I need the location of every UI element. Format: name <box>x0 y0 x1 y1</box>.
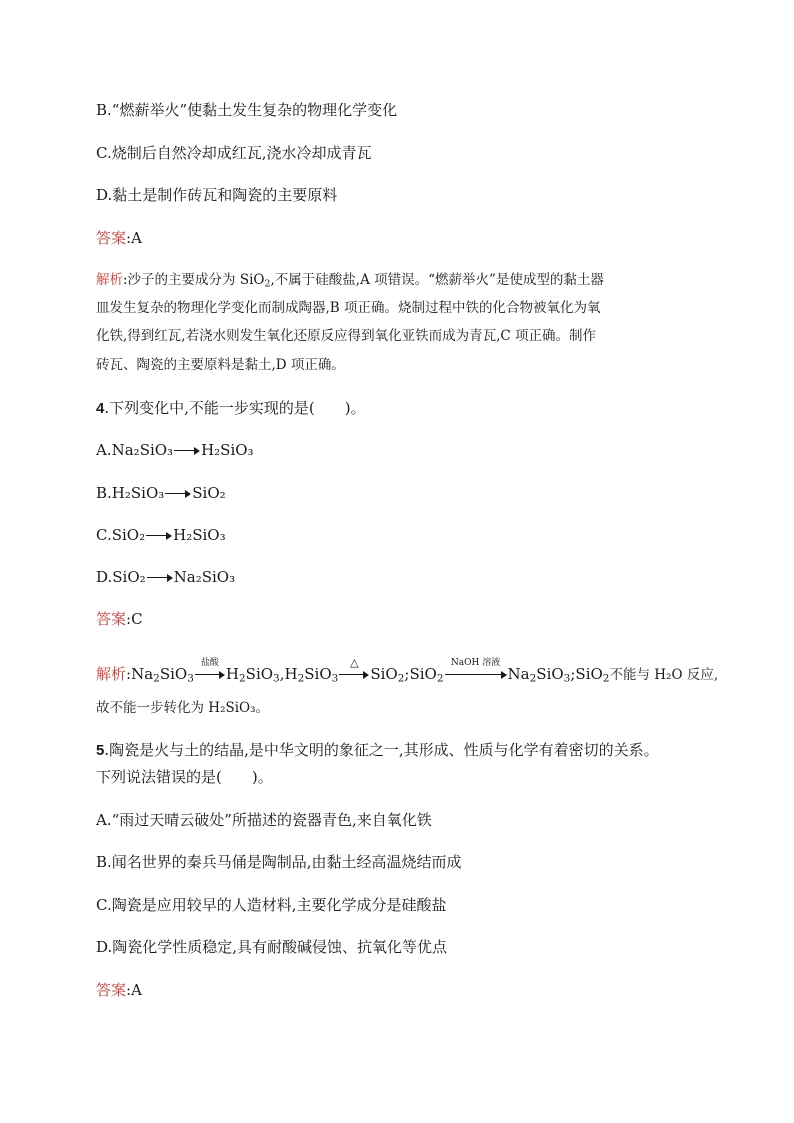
reaction-arrow-icon: 盐酸 <box>195 670 225 680</box>
q3-option-d: D.黏土是制作砖瓦和陶瓷的主要原料 <box>96 186 338 204</box>
q5-stem-line-2: 下列说法错误的是( )。 <box>96 768 273 786</box>
q3-analysis-line-1: 解析:沙子的主要成分为 SiO$_2$,不属于硅酸盐,A 项错误。“燃薪举火”是使成型的黏土器 <box>96 272 604 290</box>
reaction-arrow-icon: NaOH 溶液 <box>445 670 507 680</box>
q5-answer <box>96 980 142 1000</box>
q3-answer-label: 答案 <box>96 229 127 247</box>
q3-answer-value: :A <box>126 229 142 247</box>
q4-analysis-line-1: 解析$:Na_2SiO_3$ 盐酸 $H_2SiO_3,H_2SiO_3$ △ SiO$_2$;SiO$_2$ NaOH 溶液 $Na_2SiO_3;SiO_2$不能与 H₂O 反应, <box>96 656 719 685</box>
q4-analysis-label: 解析 <box>96 665 127 683</box>
q3-option-c: C.烧制后自然冷却成红瓦,浇水冷却成青瓦 <box>96 144 372 162</box>
q4-option-a: A.Na₂SiO₃ H₂SiO₃ <box>96 441 254 459</box>
reaction-arrow-icon <box>165 489 191 499</box>
q4-stem: 4.下列变化中,不能一步实现的是( )。 <box>96 399 366 417</box>
reaction-arrow-icon <box>146 531 172 541</box>
q3-analysis-line-4: 砖瓦、陶瓷的主要原料是黏土,D 项正确。 <box>96 357 345 373</box>
reaction-arrow-icon: △ <box>339 670 369 680</box>
q5-option-d: D.陶瓷化学性质稳定,具有耐酸碱侵蚀、抗氧化等优点 <box>96 938 448 956</box>
q3-analysis-line-3: 化铁,得到红瓦,若浇水则发生氧化还原反应得到氧化亚铁而成为青瓦,C 项正确。制作 <box>96 328 596 344</box>
q5-option-c: C.陶瓷是应用较早的人造材料,主要化学成分是硅酸盐 <box>96 896 447 914</box>
reaction-arrow-icon <box>174 446 200 456</box>
q5-answer-value: :A <box>126 981 142 999</box>
q4-analysis-line-2: 故不能一步转化为 H₂SiO₃。 <box>96 700 270 716</box>
q4-option-c: C.SiO₂ H₂SiO₃ <box>96 526 226 544</box>
q5-option-a: A.“雨过天晴云破处”所描述的瓷器青色,来自氧化铁 <box>96 811 432 829</box>
q4-number: 4 <box>96 400 105 417</box>
q4-answer-value: :C <box>126 610 143 628</box>
q5-option-b: B.闻名世界的秦兵马俑是陶制品,由黏土经高温烧结而成 <box>96 853 462 871</box>
q3-answer <box>96 228 142 248</box>
q3-analysis-label: 解析 <box>96 272 123 288</box>
q5-answer-label: 答案 <box>96 981 127 999</box>
q3-analysis-line-2: 皿发生复杂的物理化学变化而制成陶器,B 项正确。烧制过程中铁的化合物被氧化为氧 <box>96 300 601 316</box>
q5-number: 5 <box>96 742 105 759</box>
q5-stem-line-1: 5.陶瓷是火与土的结晶,是中华文明的象征之一,其形成、性质与化学有着密切的关系。 <box>96 741 659 759</box>
q4-option-d: D.SiO₂ Na₂SiO₃ <box>96 568 236 586</box>
q4-answer <box>96 609 143 629</box>
q4-answer-label: 答案 <box>96 610 127 628</box>
q3-option-b: B.“燃薪举火”使黏土发生复杂的物理化学变化 <box>96 101 398 119</box>
q4-option-b: B.H₂SiO₃ SiO₂ <box>96 484 226 502</box>
reaction-arrow-icon <box>147 573 173 583</box>
